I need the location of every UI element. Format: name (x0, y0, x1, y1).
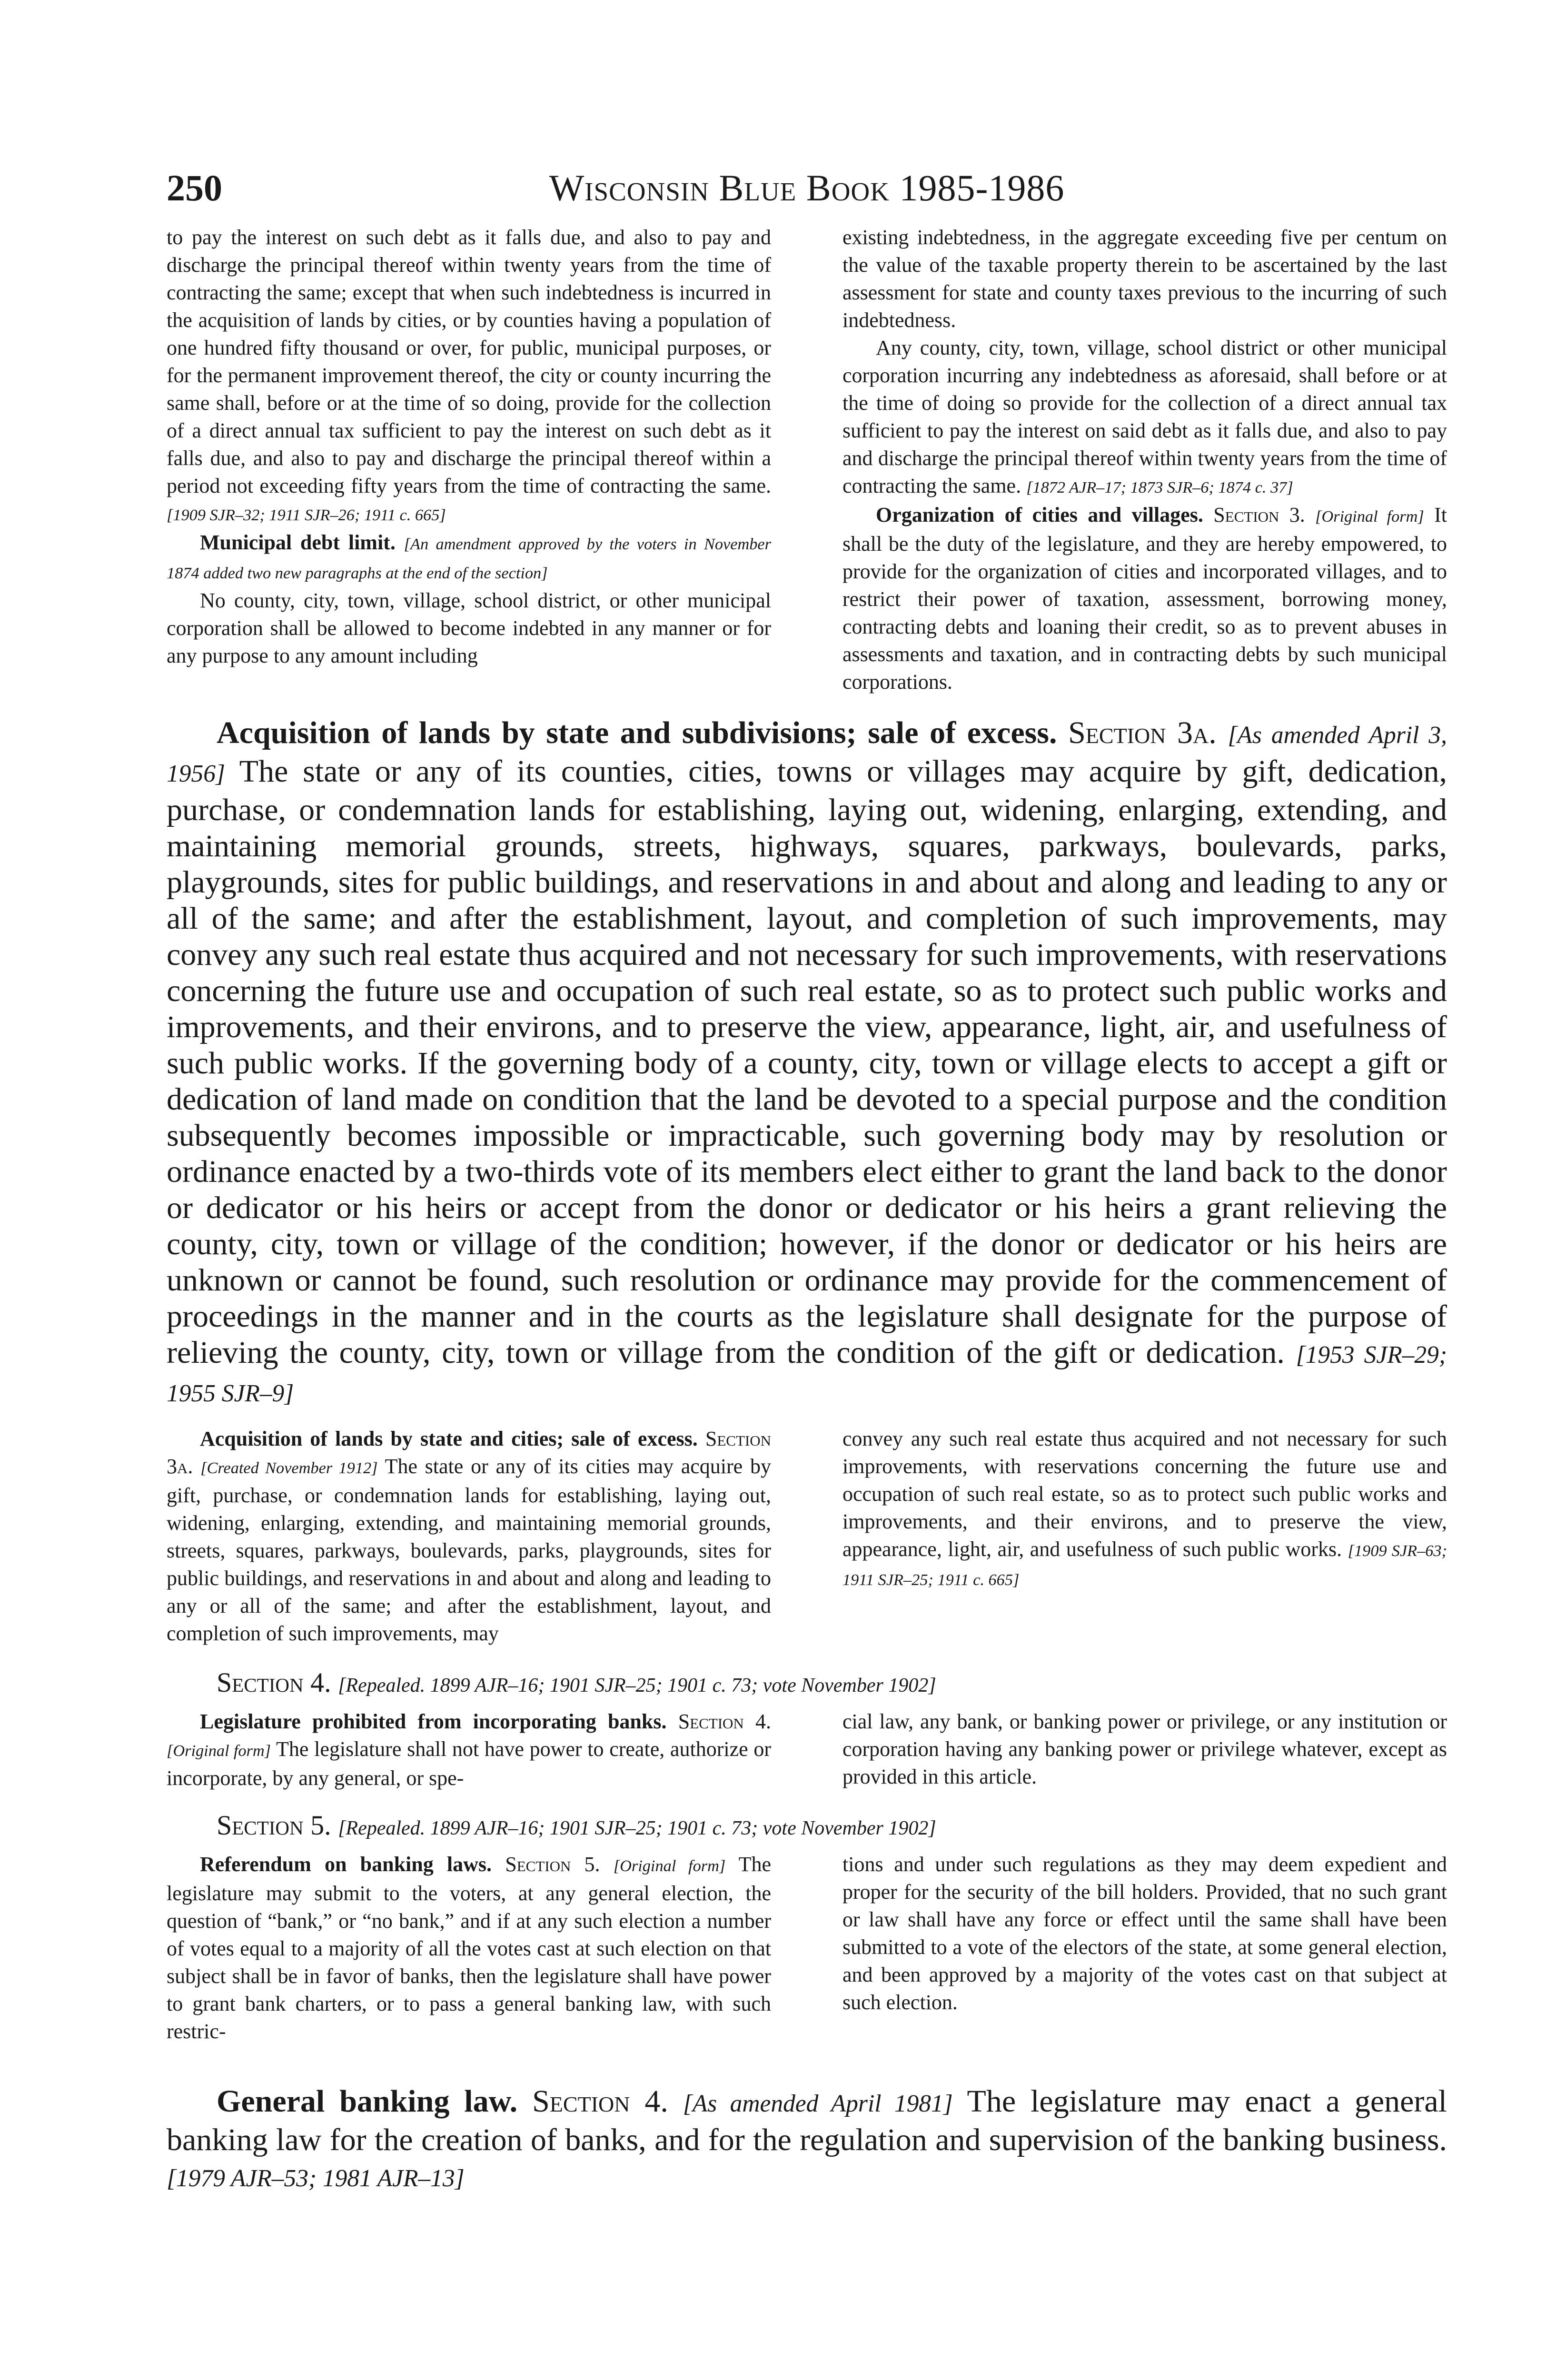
section-caption: Referendum on banking laws. (200, 1853, 492, 1876)
right-column (842, 1851, 1447, 2045)
section-3a-original (167, 1425, 1447, 1647)
paragraph: Referendum on banking laws. Section 5. [Original form] The legislature may submit to the voters, at any general election, the question of “bank,” or “no bank,” and if at any such election a number of votes equal to a majority of all the votes cast at such election on that subject shall be in favor of banks, then the legislature shall have power to grant bank charters, or to pass a general banking law, with such restric- (167, 1853, 772, 2043)
section-caption: General banking law. (217, 2084, 518, 2119)
left-column (167, 1851, 771, 2045)
citation: [An amendment approved by the voters in November 1874 added two new paragraphs at the end of the section] (167, 535, 772, 582)
citation: [Original form] (1315, 507, 1424, 526)
section-caption: Municipal debt limit. (200, 531, 396, 554)
paragraph: tions and under such regulations as they may deem expedient and proper for the security of the bill holders. Provided, that no such grant or law shall have any force or effect until the same shall have been submitted to a vote of the electors of the state, at some general election, and been approved by a majority of the votes cast on that subject at such election. (842, 1853, 1447, 2014)
section-label: Section 4. (217, 1667, 331, 1698)
paragraph: Acquisition of lands by state and cities; sale of excess. Section 3a. [Created November 1912] The state or any of its cities may acquire by gift, purchase, or condemnation lands for establishing, laying out, widening, enlarging, extending, and maintaining memorial grounds, streets, squares, parkways, boulevards, parks, playgrounds, sites for public buildings, and reservations in and about and along and leading to any or all of the same; and after the establishment, layout, and completion of such improvements, may (167, 1427, 771, 1645)
section-label: Section 4. (678, 1710, 771, 1733)
citation: [1909 SJR–63; 1911 SJR–25; 1911 c. 665] (842, 1542, 1447, 1589)
page-number: 250 (167, 167, 222, 208)
section-5-original (167, 1851, 1447, 2045)
right-column (842, 1708, 1447, 1792)
section-label: Section 4. (532, 2084, 668, 2119)
section-label: Section 5. (217, 1810, 331, 1841)
section-caption: Acquisition of lands by state and subdivisions; sale of excess. (217, 715, 1057, 750)
citation: [1979 AJR–53; 1981 AJR–13] (167, 2165, 465, 2192)
section-caption: Organization of cities and villages. (876, 503, 1203, 526)
citation: [1953 SJR–29; 1955 SJR–9] (167, 1341, 1447, 1407)
paragraph: existing indebtedness, in the aggregate exceeding five per centum on the value of the taxable property therein to be ascertained by the last assessment for state and county taxes previous to the incurring of such indebtedness. (842, 226, 1447, 332)
paragraph: Legislature prohibited from incorporating banks. Section 4. [Original form] The legislature shall not have power to create, authorize or incorporate, by any general, or spe- (167, 1710, 771, 1790)
page-title: Wisconsin Blue Book 1985-1986 (549, 167, 1065, 208)
paragraph: cial law, any bank, or banking power or privilege, or any institution or corporation having any banking power or privilege whatever, except as provided in this article. (842, 1710, 1447, 1788)
section-4-original (167, 1708, 1447, 1792)
section-label: Section 5. (505, 1853, 600, 1876)
right-column (842, 224, 1447, 696)
citation: [1872 AJR–17; 1873 SJR–6; 1874 c. 37] (1026, 478, 1293, 496)
citation: [Repealed. 1899 AJR–16; 1901 SJR–25; 1901 c. 73; vote November 1902] (338, 1675, 936, 1696)
paragraph: General banking law. Section 4. [As amended April 1981] The legislature may enact a general banking law for the creation of banks, and for the regulation and supervision of the banking business. [1979 AJR–53; 1981 AJR–13] (167, 2084, 1447, 2192)
section-label: Section 3. (1213, 503, 1305, 526)
citation: [Repealed. 1899 AJR–16; 1901 SJR–25; 1901 c. 73; vote November 1902] (338, 1817, 936, 1839)
section-caption: Legislature prohibited from incorporating banks. (200, 1710, 667, 1733)
paragraph: to pay the interest on such debt as it falls due, and also to pay and discharge the principal thereof within twenty years from the time of contracting the same; except that when such indebtedness is incurred in the acquisition of lands by cities, or by counties having a population of one hundred fifty thousand or over, for public, municipal purposes, or for the permanent improvement thereof, the city or county incurring the same shall, before or at the time of so doing, provide for the collection of a direct annual tax sufficient to pay the interest on such debt as it falls due, and also to pay and discharge the principal thereof within a period not exceeding fifty years from the time of contracting the same. [1909 SJR–32; 1911 SJR–26; 1911 c. 665] (167, 226, 771, 524)
section-caption: Acquisition of lands by state and cities; sale of excess. (200, 1427, 698, 1450)
citation: [As amended April 1981] (683, 2090, 953, 2117)
right-column (842, 1425, 1447, 1647)
citation: [Original form] (167, 1742, 271, 1760)
paragraph: Acquisition of lands by state and subdivisions; sale of excess. Section 3a. [As amended April 3, 1956] The state or any of its counties, cities, towns or villages may acquire by gift, dedication, purchase, or condemnation lands for establishing, laying out, widening, enlarging, extending, and maintaining memorial grounds, streets, highways, squares, parkways, boulevards, parks, playgrounds, sites for public buildings, and reservations in and about and along and leading to any or all of the same; and after the establishment, layout, and completion of such improvements, may convey any such real estate thus acquired and not necessary for such improvements, with reservations concerning the future use and occupation of such real estate, so as to protect such public works and improvements, and their environs, and to preserve the view, appearance, light, air, and usefulness of such public works. If the governing body of a county, city, town or village elects to accept a gift or dedication of land made on condition that the land be devoted to a special purpose and the condition subsequently becomes impossible or impracticable, such governing body may by resolution or ordinance enacted by a two-thirds vote of its members elect either to grant the land back to the donor or dedicator or his heirs or accept from the donor or dedicator or his heirs a grant relieving the county, city, town or village of the condition; however, if the donor or dedicator or his heirs are unknown or cannot be found, such resolution or ordinance may provide for the commencement of proceedings in the manner and in the courts as the legislature shall designate for the purpose of relieving the county, city, town or village from the condition of the gift or dedication. [1953 SJR–29; 1955 SJR–9] (167, 715, 1447, 1407)
citation: [Original form] (613, 1857, 726, 1875)
paragraph: convey any such real estate thus acquired and not necessary for such improvements, with reservations concerning the future use and occupation of such real estate, so as to protect such public works and improvements, and their environs, and to preserve the view, appearance, light, air, and usefulness of such public works. [1909 SJR–63; 1911 SJR–25; 1911 c. 665] (842, 1427, 1447, 1589)
page (167, 138, 1447, 2197)
section-4-repealed (167, 1666, 1447, 1698)
section-4-current (167, 2083, 1447, 2197)
two-column-block-1 (167, 224, 1447, 696)
section-label: Section 3a. (1068, 715, 1217, 750)
left-column (167, 1708, 771, 1792)
section-3a-current (167, 715, 1447, 1412)
left-column (167, 224, 771, 696)
paragraph: No county, city, town, village, school district, or other municipal corporation shall be allowed to become indebted in any manner or for any purpose to any amount including (167, 589, 771, 667)
paragraph: Any county, city, town, village, school district or other municipal corporation incurring any indebtedness as aforesaid, shall before or at the time of doing so provide for the collection of a direct annual tax sufficient to pay the interest on said debt as it falls due, and also to pay and discharge the principal thereof within twenty years from the time of contracting the same. [1872 AJR–17; 1873 SJR–6; 1874 c. 37] (842, 336, 1447, 497)
citation: [As amended April 3, 1956] (167, 722, 1447, 787)
section-label: Section 3a. (167, 1427, 771, 1478)
page-header (167, 138, 1447, 219)
left-column (167, 1425, 771, 1647)
paragraph: Organization of cities and villages. Section 3. [Original form] It shall be the duty of the legislature, and they are hereby empowered, to provide for the organization of cities and incorporated villages, and to restrict their power of taxation, assessment, borrowing money, contracting debts and loaning their credit, so as to prevent abuses in assessments and taxation, and in contracting debts by such municipal corporations. (842, 503, 1447, 694)
section-5-repealed (167, 1809, 1447, 1841)
citation: [1909 SJR–32; 1911 SJR–26; 1911 c. 665] (167, 506, 446, 524)
citation: [Created November 1912] (200, 1459, 378, 1477)
paragraph (167, 529, 771, 587)
